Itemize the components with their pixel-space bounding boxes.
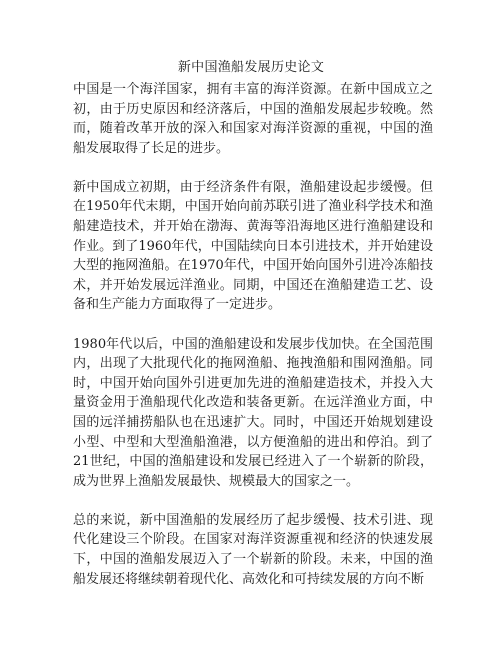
paragraph-2: 新中国成立初期，由于经济条件有限，渔船建设起步缓慢。但在1950年代末期，中国开始向前苏联引进了渔业科学技术和渔船建造技术，并开始在渤海、黄海等沿海地区进行渔船建设和作业。到了1960年代，中国陆续向日本引进技术，并开始建设大型的拖网渔船。在1970年代，中国开始向国外引进冷冻船技术，并开始发展远洋渔业。同期，中国还在渔船建造工艺、设备和生产能力方面取得了一定进步。	[73, 179, 433, 313]
document-title: 新中国渔船发展历史论文	[177, 60, 325, 75]
document-body	[73, 80, 433, 589]
paragraph-1: 中国是一个海洋国家，拥有丰富的海洋资源。在新中国成立之初，由于历史原因和经济落后，中国的渔船发展起步较晚。然而，随着改革开放的深入和国家对海洋资源的重视，中国的渔船发展取得了长足的进步。	[73, 82, 433, 156]
paragraph-4: 总的来说，新中国渔船的发展经历了起步缓慢、技术引进、现代化建设三个阶段。在国家对海洋资源重视和经济的快速发展下，中国的渔船发展迈入了一个崭新的阶段。未来，中国的渔船发展还将继续朝着现代化、高效化和可持续发展的方向不断	[73, 512, 433, 587]
paragraph-3: 1980年代以后，中国的渔船建设和发展步伐加快。在全国范围内，出现了大批现代化的拖网渔船、拖拽渔船和围网渔船。同时，中国开始向国外引进更加先进的渔船建造技术，并投入大量资金用于渔船现代化改造和装备更新。在远洋渔业方面，中国的远洋捕捞船队也在迅速扩大。同时，中国还开始规划建设小型、中型和大型渔船渔港，以方便渔船的进出和停泊。到了21世纪，中国的渔船建设和发展已经进入了一个崭新的阶段，成为世界上渔船发展最快、规模最大的国家之一。	[73, 336, 433, 489]
